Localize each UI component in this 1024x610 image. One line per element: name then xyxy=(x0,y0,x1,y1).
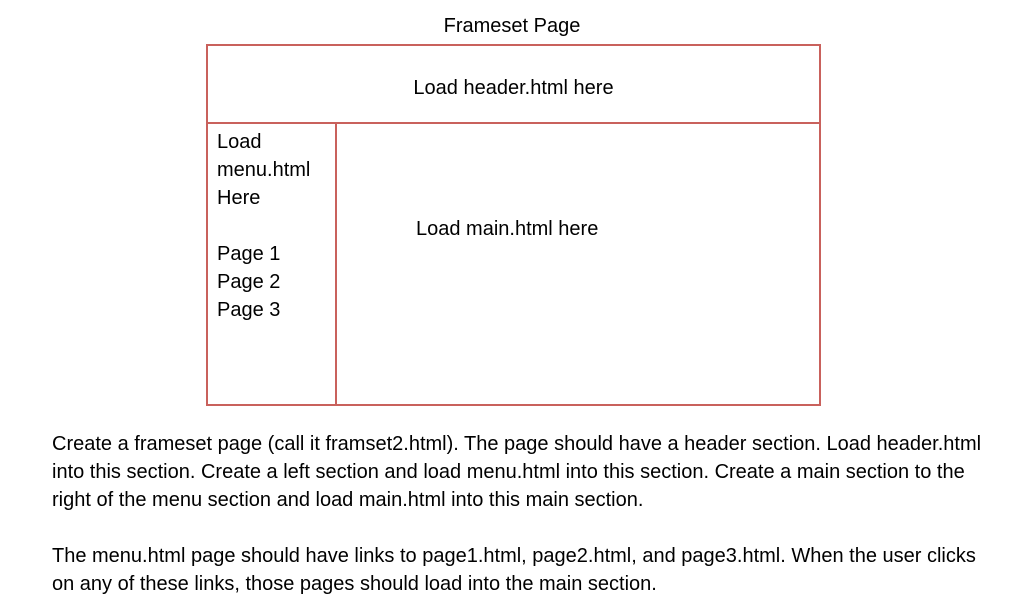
header-frame-label: Load header.html here xyxy=(413,77,614,99)
page-title: Frameset Page xyxy=(443,15,581,37)
instructions xyxy=(52,430,982,598)
menu-label-line-1: Load xyxy=(217,131,262,153)
main-frame xyxy=(337,124,819,404)
menu-link-page-3: Page 3 xyxy=(217,299,281,321)
frameset-diagram xyxy=(206,44,821,406)
instructions-paragraph-1: Create a frameset page (call it framset2.html). The page should have a header section. Load header.html into this section. Create a left section and load menu.html into this section. Create a main section to the right of the menu section and load main.html into this main section. xyxy=(52,433,982,511)
menu-label-line-3: Here xyxy=(217,187,261,209)
menu-frame xyxy=(208,124,337,404)
menu-frame-text xyxy=(217,128,310,324)
menu-spacer xyxy=(217,212,310,240)
menu-link-page-2: Page 2 xyxy=(217,271,281,293)
main-frame-label: Load main.html here xyxy=(416,218,599,240)
header-frame xyxy=(208,46,819,124)
menu-label-line-2: menu.html xyxy=(217,159,311,181)
menu-link-page-1: Page 1 xyxy=(217,243,281,265)
instructions-paragraph-2: The menu.html page should have links to page1.html, page2.html, and page3.html. When the user clicks on any of these links, those pages should load into the main section. xyxy=(52,545,976,595)
